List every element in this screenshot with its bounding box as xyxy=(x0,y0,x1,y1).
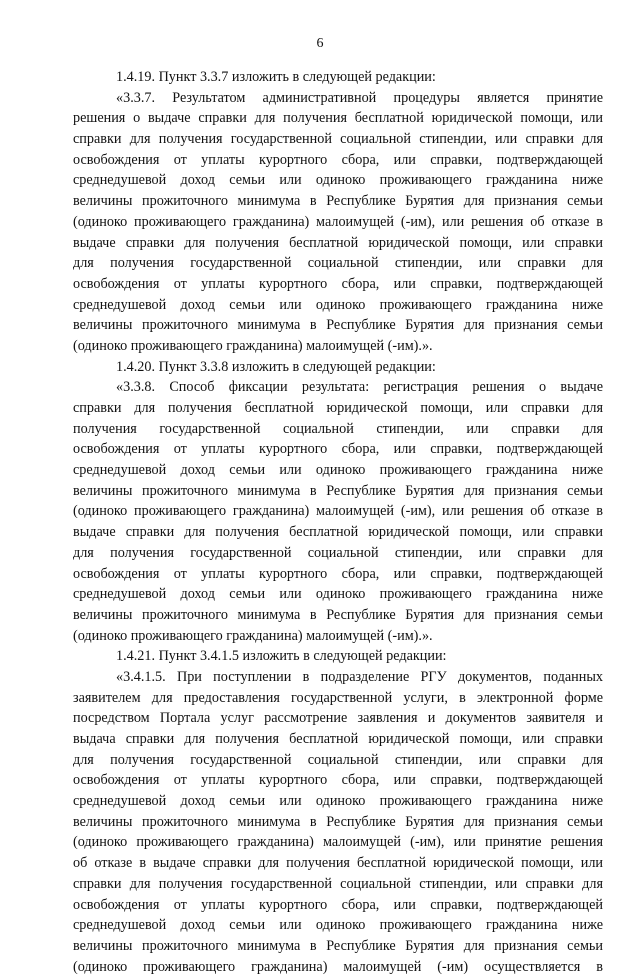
text-line: среднедушевой доход семьи или одиноко проживающего гражданина ниже xyxy=(73,172,603,189)
text-line: (одиноко проживающего гражданина) малоимущей (-им) осуществляется в xyxy=(73,958,603,975)
document-body xyxy=(73,67,603,977)
clause-3-4-1-5 xyxy=(73,667,603,977)
text-line: (одиноко проживающего гражданина) малоимущей (-им).». xyxy=(73,337,433,354)
text-line: посредством Портала услуг рассмотрение заявления и документов заявителя и xyxy=(73,710,603,727)
text-line: «3.3.8. Способ фиксации результата: регистрация решения о выдаче xyxy=(116,379,603,396)
text-line: выдаче справки для получения бесплатной юридической помощи, или справки xyxy=(73,234,603,251)
text-line: получения государственной социальной стипендии, или справки для xyxy=(73,420,603,437)
text-line: 1.4.19. Пункт 3.3.7 изложить в следующей редакции: xyxy=(116,69,436,85)
text-line: величины прожиточного минимума в Республике Бурятия для признания семьи xyxy=(73,813,603,830)
text-line: об отказе в выдаче справки для получения бесплатной юридической помощи, или xyxy=(73,855,603,872)
text-line: (одиноко проживающего гражданина) малоимущей (-им), или принятие решения xyxy=(73,834,603,851)
text-line: величины прожиточного минимума в Республике Бурятия для признания семьи xyxy=(73,606,603,623)
text-line: «3.3.7. Результатом административной процедуры является принятие xyxy=(116,89,603,106)
text-line: (одиноко проживающего гражданина) малоимущей (-им), или решения об отказе в xyxy=(73,213,603,230)
text-line: среднедушевой доход семьи или одиноко проживающего гражданина ниже xyxy=(73,917,603,934)
heading-1-4-21 xyxy=(73,646,603,667)
text-line: освобождения от уплаты курортного сбора, или справки, подтверждающей xyxy=(73,772,603,789)
text-line: 1.4.20. Пункт 3.3.8 изложить в следующей редакции: xyxy=(116,358,436,375)
clause-3-3-7 xyxy=(73,88,603,357)
heading-1-4-20 xyxy=(73,357,603,378)
text-line: выдаче справки для получения бесплатной юридической помощи, или справки xyxy=(73,524,603,541)
text-line: среднедушевой доход семьи или одиноко проживающего гражданина ниже xyxy=(73,793,603,810)
text-line: величины прожиточного минимума в Республике Бурятия для признания семьи xyxy=(73,937,603,954)
text-line: для получения государственной социальной стипендии, или справки для xyxy=(73,255,603,272)
text-line: освобождения от уплаты курортного сбора, или справки, подтверждающей xyxy=(73,275,603,292)
text-line: справки для получения бесплатной юридической помощи, или справки для xyxy=(73,400,603,416)
text-line: для получения государственной социальной стипендии, или справки для xyxy=(73,544,603,561)
text-line: «3.4.1.5. При поступлении в подразделение РГУ документов, поданных xyxy=(116,668,603,685)
text-line: освобождения от уплаты курортного сбора, или справки, подтверждающей xyxy=(73,565,603,582)
clause-3-3-8 xyxy=(73,377,603,646)
text-line: освобождения от уплаты курортного сбора, или справки, подтверждающей xyxy=(73,151,603,168)
text-line: справки для получения государственной социальной стипендии, или справки для xyxy=(73,131,603,148)
text-line: среднедушевой доход семьи или одиноко проживающего гражданина ниже xyxy=(73,296,603,313)
text-line: для получения государственной социальной стипендии, или справки для xyxy=(73,751,603,768)
text-line: (одиноко проживающего гражданина) малоимущей (-им).». xyxy=(73,627,433,644)
text-line: решения о выдаче справки для получения бесплатной юридической помощи, или xyxy=(73,110,603,127)
text-line: величины прожиточного минимума в Республике Бурятия для признания семьи xyxy=(73,482,603,499)
text-line: заявителем для предоставления государственной услуги, в электронной форме xyxy=(73,689,603,706)
text-line: освобождения от уплаты курортного сбора, или справки, подтверждающей xyxy=(73,441,603,458)
text-line: величины прожиточного минимума в Республике Бурятия для признания семьи xyxy=(73,317,603,334)
text-line: справки для получения государственной социальной стипендии, или справки для xyxy=(73,875,603,892)
page-number: 6 xyxy=(316,36,324,51)
text-line: (одиноко проживающего гражданина) малоимущей (-им), или решения об отказе в xyxy=(73,503,603,520)
heading-1-4-19 xyxy=(73,67,603,88)
text-line: выдача справки для получения бесплатной юридической помощи, или справки xyxy=(73,731,603,747)
text-line: среднедушевой доход семьи или одиноко проживающего гражданина ниже xyxy=(73,586,603,603)
text-line: величины прожиточного минимума в Республике Бурятия для признания семьи xyxy=(73,193,603,210)
text-line: освобождения от уплаты курортного сбора, или справки, подтверждающей xyxy=(73,896,603,913)
text-line: 1.4.21. Пункт 3.4.1.5 изложить в следующей редакции: xyxy=(116,648,447,665)
text-line: среднедушевой доход семьи или одиноко проживающего гражданина ниже xyxy=(73,462,603,479)
